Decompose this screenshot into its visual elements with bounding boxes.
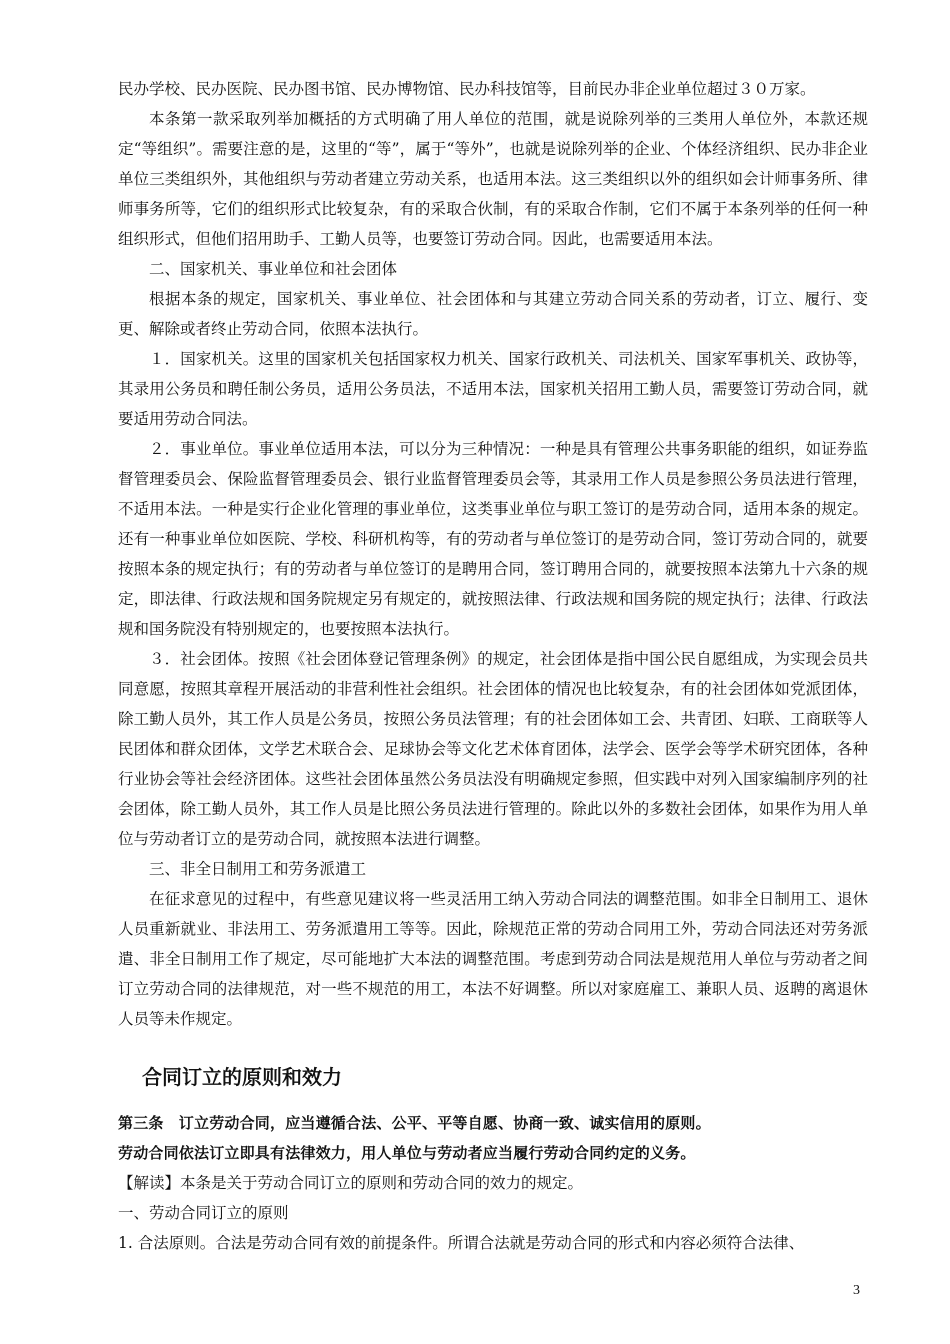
interpretation-line: 【解读】本条是关于劳动合同订立的原则和劳动合同的效力的规定。 (118, 1174, 584, 1192)
subsection-heading-2: 二、国家机关、事业单位和社会团体 (149, 260, 398, 278)
subsection-heading-3: 三、非全日制用工和劳务派遣工 (149, 860, 367, 878)
principle-legality: 1. 合法原则。合法是劳动合同有效的前提条件。所谓合法就是劳动合同的形式和内容必须符合法律、 (118, 1234, 805, 1252)
paragraph-state-organs-intro: 根据本条的规定，国家机关、事业单位、社会团体和与其建立劳动合同关系的劳动者，订立、履行、变更、解除或者终止劳动合同，依照本法执行。 (118, 290, 868, 338)
paragraph-social-groups: ３．社会团体。按照《社会团体登记管理条例》的规定，社会团体是指中国公民自愿组成，为实现会员共同意愿，按照其章程开展活动的非营利性社会组织。社会团体的情况也比较复杂，有的社会团体如党派团体，除工勤人员外，其工作人员是公务员，按照公务员法管理；有的社会团体如工会、共青团、妇联、工商联等人民团体和群众团体，文学艺术联合会、足球协会等文化艺术体育团体，法学会、医学会等学术研究团体，各种行业协会等社会经济团体。这些社会团体虽然公务员法没有明确规定参照，但实践中对列入国家编制序列的社会团体，除工勤人员外，其工作人员是比照公务员法进行管理的。除此以外的多数社会团体，如果作为用人单位与劳动者订立的是劳动合同，就按照本法进行调整。 (118, 650, 868, 848)
paragraph-flexible-employment: 在征求意见的过程中，有些意见建议将一些灵活用工纳入劳动合同法的调整范围。如非全日制用工、退休人员重新就业、非法用工、劳务派遣用工等等。因此，除规范正常的劳动合同用工外，劳动合同法还对劳务派遣、非全日制用工作了规定，尽可能地扩大本法的调整范围。考虑到劳动合同法是规范用人单位与劳动者之间订立劳动合同的法律规范，对一些不规范的用工，本法不好调整。所以对家庭雇工、兼职人员、返聘的离退休人员等未作规定。 (118, 890, 868, 1028)
article-3-line-2: 劳动合同依法订立即具有法律效力，用人单位与劳动者应当履行劳动合同约定的义务。 (118, 1144, 696, 1162)
paragraph-scope-explanation: 本条第一款采取列举加概括的方式明确了用人单位的范围，就是说除列举的三类用人单位外，本款还规定“等组织”。需要注意的是，这里的“等”，属于“等外”，也就是说除列举的企业、个体经济组织、民办非企业单位三类组织外，其他组织与劳动者建立劳动关系，也适用本法。这三类组织以外的组织如会计师事务所、律师事务所等，它们的组织形式比较复杂，有的采取合伙制，有的采取合作制，它们不属于本条列举的任何一种组织形式，但他们招用助手、工勤人员等，也要签订劳动合同。因此，也需要适用本法。 (118, 110, 868, 248)
paragraph-state-organs: １．国家机关。这里的国家机关包括国家权力机关、国家行政机关、司法机关、国家军事机关、政协等，其录用公务员和聘任制公务员，适用公务员法，不适用本法，国家机关招用工勤人员，需要签订劳动合同，就要适用劳动合同法。 (118, 350, 868, 428)
section-heading: 合同订立的原则和效力 (142, 1065, 342, 1089)
page-number: 3 (853, 1283, 860, 1298)
paragraph-public-institutions: ２．事业单位。事业单位适用本法，可以分为三种情况：一种是具有管理公共事务职能的组织，如证券监督管理委员会、保险监督管理委员会、银行业监督管理委员会等，其录用工作人员是参照公务员法进行管理，不适用本法。一种是实行企业化管理的事业单位，这类事业单位与职工签订的是劳动合同，适用本条的规定。还有一种事业单位如医院、学校、科研机构等，有的劳动者与单位签订的是劳动合同，签订劳动合同的，就要按照本条的规定执行；有的劳动者与单位签订的是聘用合同，签订聘用合同的，就要按照本法第九十六条的规定，即法律、行政法规和国务院规定另有规定的，就按照法律、行政法规和国务院的规定执行；法律、行政法规和国务院没有特别规定的，也要按照本法执行。 (118, 440, 868, 638)
article-3-line-1: 第三条 订立劳动合同，应当遵循合法、公平、平等自愿、协商一致、诚实信用的原则。 (118, 1114, 711, 1132)
principles-subheading: 一、劳动合同订立的原则 (118, 1204, 289, 1222)
body-text (118, 74, 868, 1258)
paragraph-continuation: 民办学校、民办医院、民办图书馆、民办博物馆、民办科技馆等，目前民办非企业单位超过３０万家。 (118, 80, 816, 98)
